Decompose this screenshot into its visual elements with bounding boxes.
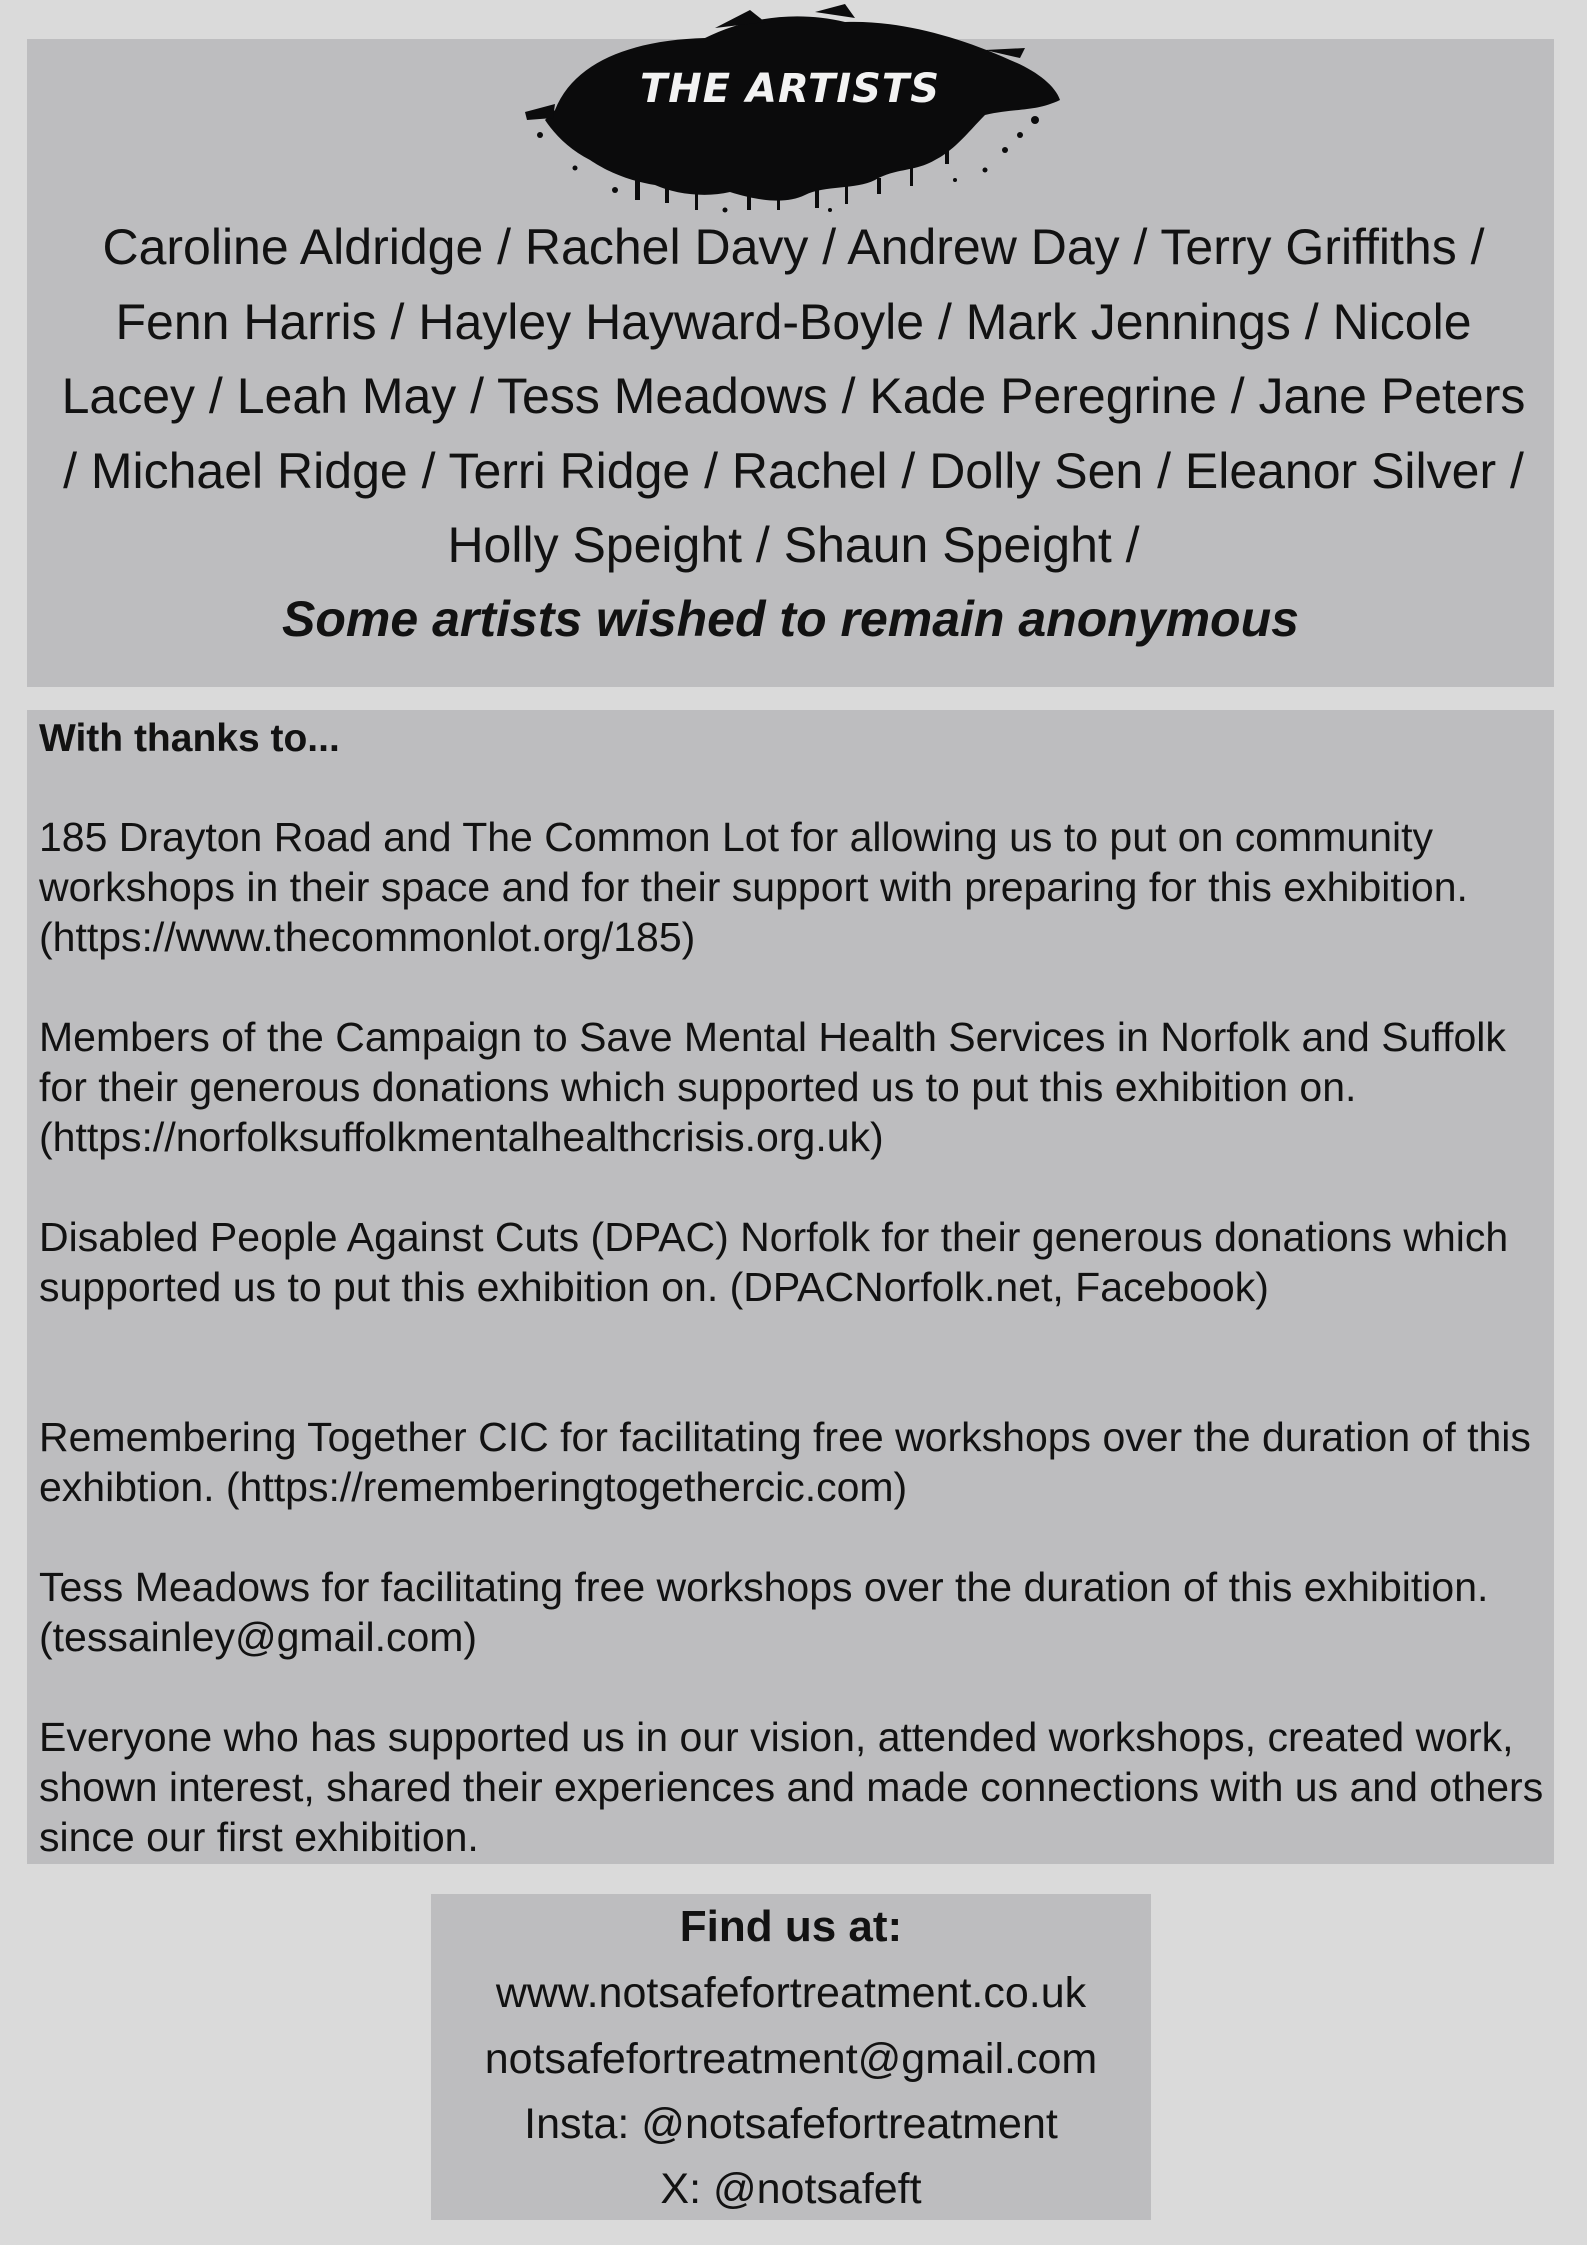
website-link[interactable]: www.notsafefortreatment.co.uk [495, 1969, 1087, 2017]
x-handle[interactable]: X: @notsafeft [660, 2165, 922, 2213]
anonymous-artists-note: Some artists wished to remain anonymous [282, 591, 1299, 647]
instagram-handle[interactable]: Insta: @notsafefortreatment [524, 2100, 1058, 2148]
email-link[interactable]: notsafefortreatment@gmail.com [484, 2035, 1098, 2083]
thanks-paragraph-tess-meadows: Tess Meadows for facilitating free workshops over the duration of this exhibition. (tessainley@gmail.com) [39, 1564, 1489, 1660]
thanks-paragraph-remembering-together: Remembering Together CIC for facilitating free workshops over the duration of this exhibtion. (https://rememberingtogethercic.com) [39, 1414, 1531, 1510]
thanks-paragraph-campaign: Members of the Campaign to Save Mental Health Services in Norfolk and Suffolk for their generous donations which supported us to put this exhibition on. (https://norfolksuffolkmentalhealthcrisis.org.uk) [39, 1014, 1506, 1160]
artists-title: THE ARTISTS [639, 66, 941, 112]
find-us-title: Find us at: [679, 1902, 903, 1951]
thanks-heading: With thanks to... [39, 717, 340, 760]
thanks-paragraph-dpac: Disabled People Against Cuts (DPAC) Norfolk for their generous donations which supported us to put this exhibition on. (DPACNorfolk.net, Facebook) [39, 1214, 1509, 1310]
thanks-paragraph-everyone: Everyone who has supported us in our vision, attended workshops, created work, shown interest, shared their experiences and made connections with us and others since our first exhibition. [39, 1714, 1544, 1860]
thanks-paragraph-drayton-road: 185 Drayton Road and The Common Lot for allowing us to put on community workshops in their space and for their support with preparing for this exhibition. (https://www.thecommonlot.org/185) [39, 814, 1468, 960]
artist-names-list: Caroline Aldridge / Rachel Davy / Andrew Day / Terry Griffiths / Fenn Harris / Hayley Hayward-Boyle / Mark Jennings / Nicole Lacey / Leah May / Tess Meadows / Kade Peregrine / Jane Peters / Michael Ridge / Terri Ridge / Rachel / Dolly Sen / Eleanor Silver / Holly Speight / Shaun Speight / [61, 219, 1526, 573]
